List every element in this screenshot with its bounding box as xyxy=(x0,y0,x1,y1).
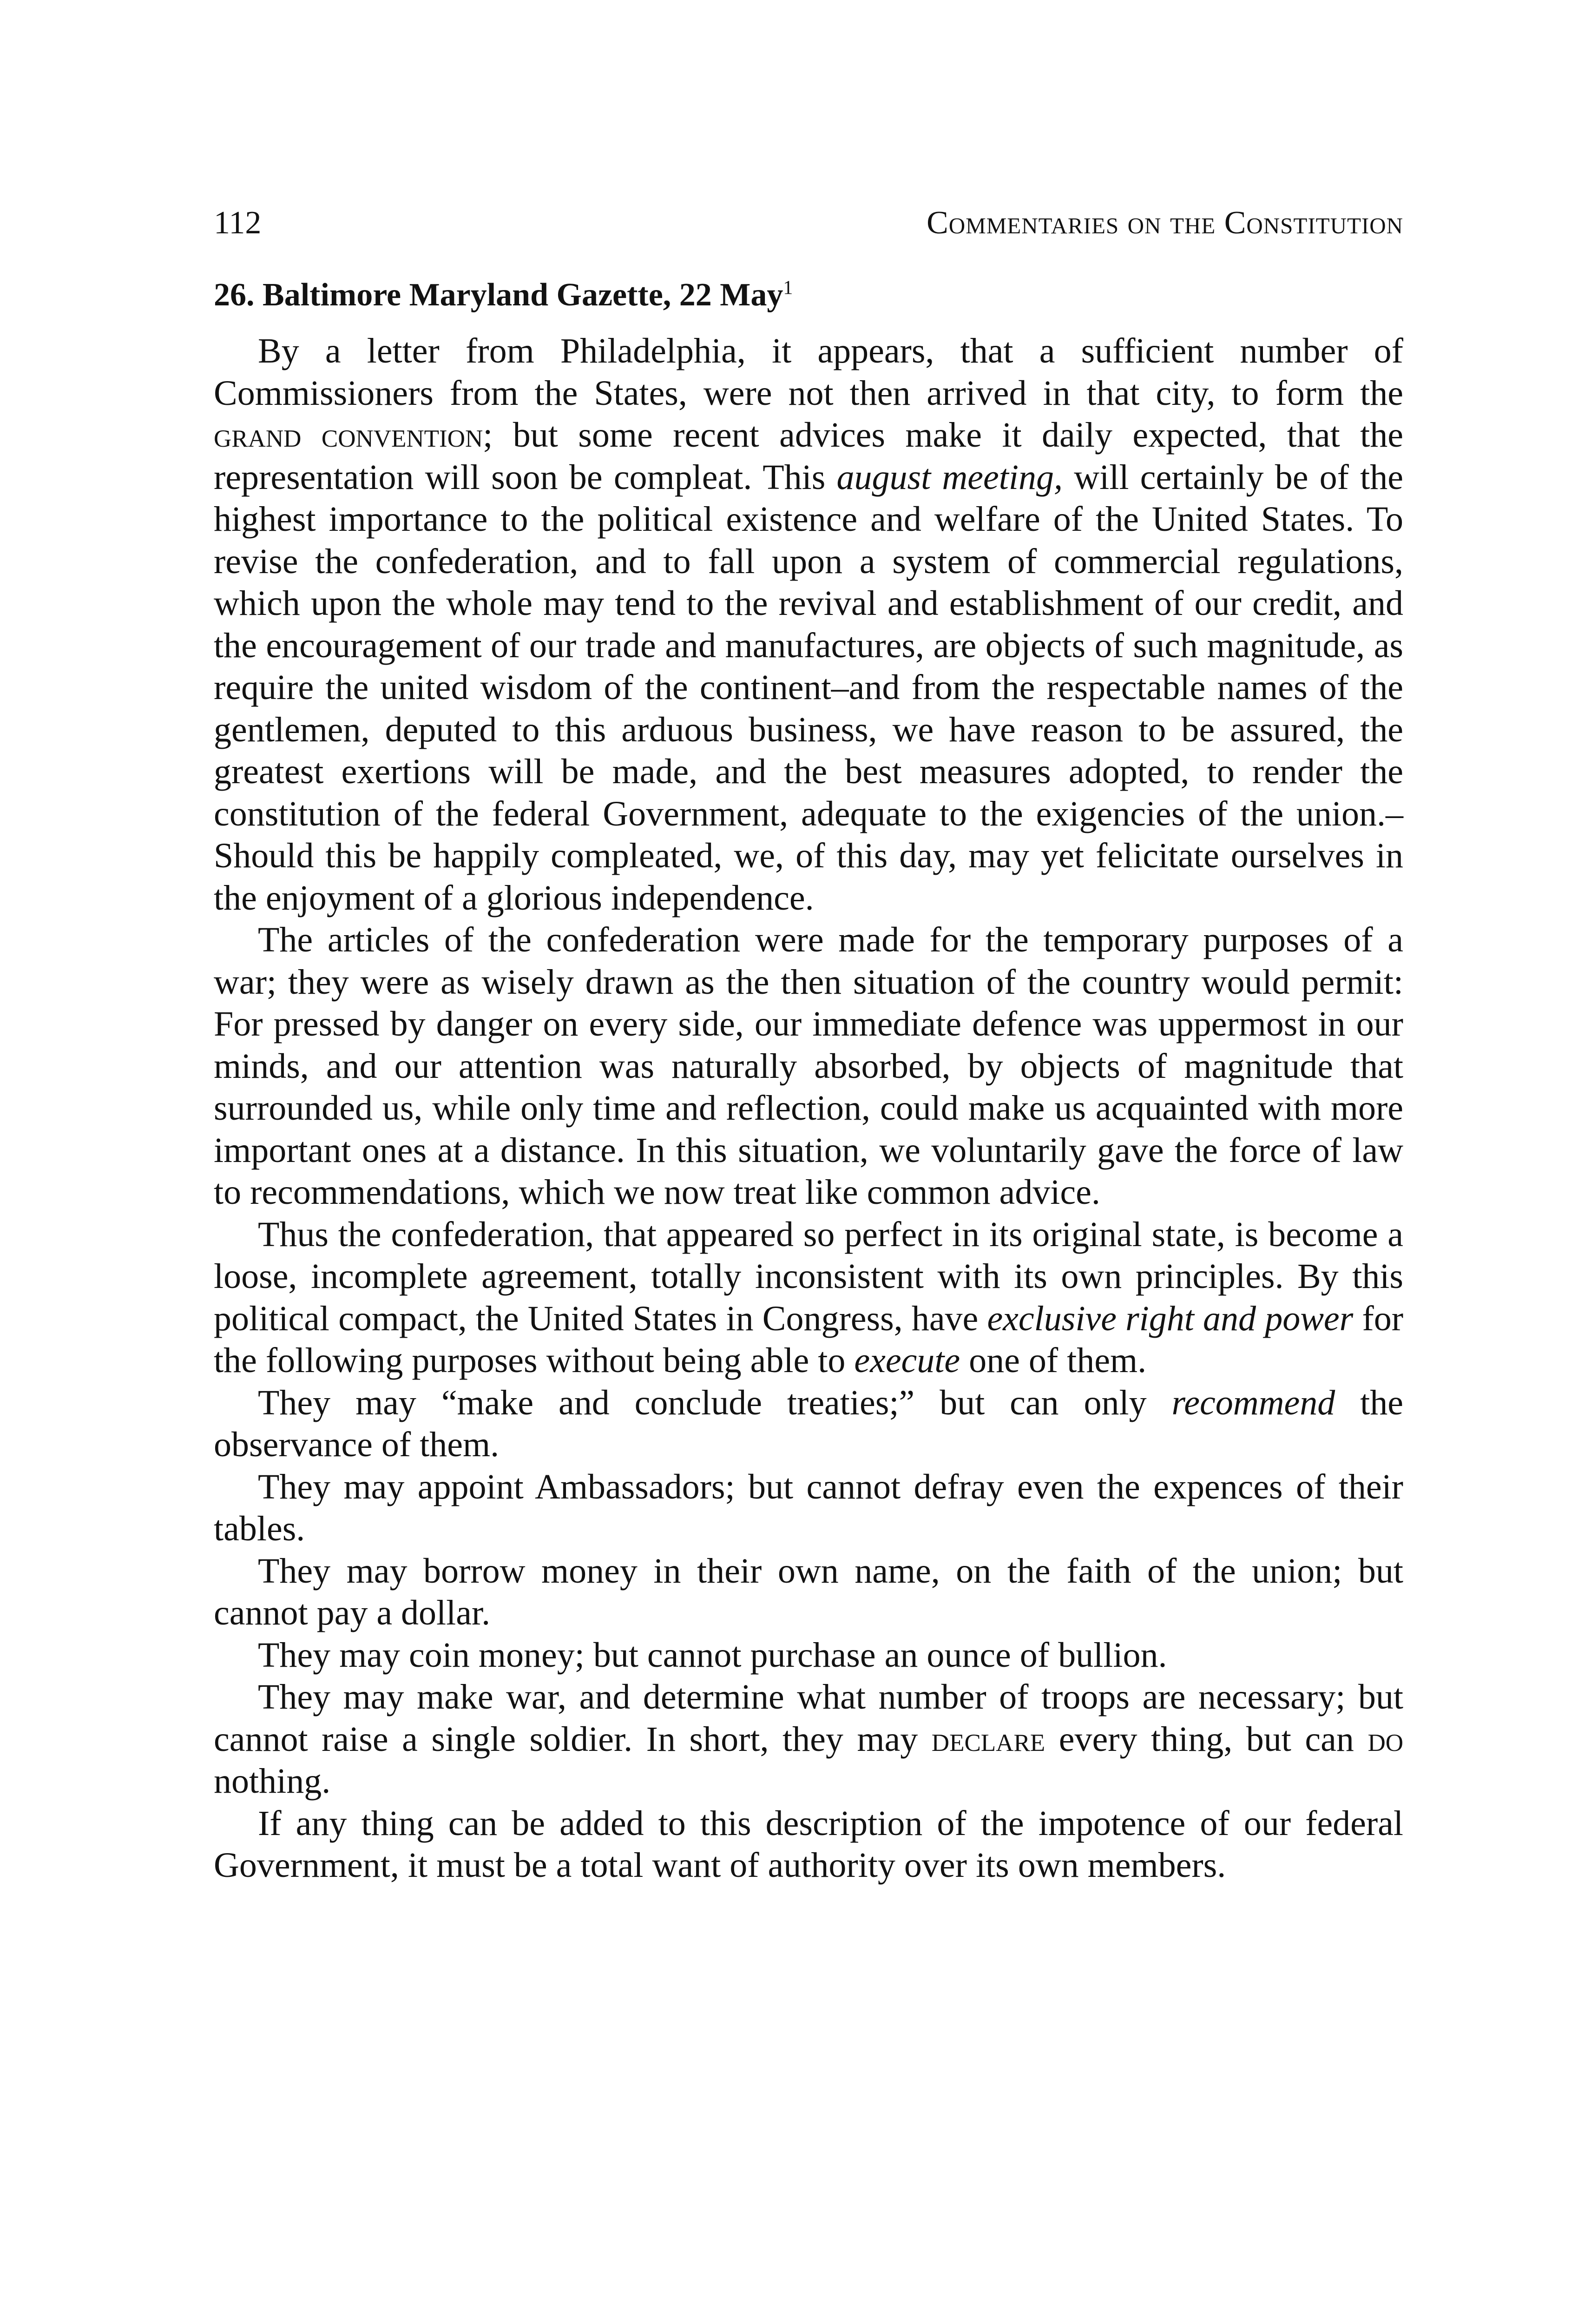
small-caps-text: grand convention xyxy=(214,416,483,455)
document-number: 26. xyxy=(214,277,255,313)
footnote-reference: 1 xyxy=(783,277,793,299)
italic-text: recommend xyxy=(1171,1383,1335,1422)
paragraph: They may coin money; but cannot purchase an ounce of bullion. xyxy=(258,1635,1167,1675)
paragraph: The articles of the confederation were made for the temporary purposes of a war; they were as wisely drawn as the then situation of the country would permit: For pressed by danger on every side, our immediate defence was uppermost in our minds, and our attention was naturally absorbed, by objects of magnitude that surrounded us, while only time and reflection, could make us acquainted with more important ones at a distance. In this situation, we voluntarily gave the force of law to recommendations, which we now treat like common advice. xyxy=(214,920,1403,1212)
document-title: Baltimore Maryland Gazette, 22 May xyxy=(263,277,783,313)
paragraph: If any thing can be added to this description of the impotence of our federal Government, it must be a total want of authority over its own members. xyxy=(214,1803,1403,1885)
small-caps-text: do xyxy=(1368,1719,1403,1759)
italic-text: execute xyxy=(854,1341,960,1380)
small-caps-text: declare xyxy=(931,1719,1045,1759)
paragraph: They may borrow money in their own name, on the faith of the union; but cannot pay a dollar. xyxy=(214,1551,1403,1632)
document-page xyxy=(214,205,1403,1887)
document-heading xyxy=(214,274,1403,316)
paragraph: By a letter from Philadelphia, it appears, that a sufficient number of Commissioners from the States, were not then arrived in that city, to form the grand convention; but some recent advices make it daily expected, that the representation will soon be compleat. This august meeting, will certainly be of the highest importance to the political existence and welfare of the United States. To revise the confederation, and to fall upon a system of commercial regulations, which upon the whole may tend to the revival and establishment of our credit, and the encouragement of our trade and manufactures, are objects of such magnitude, as require the united wisdom of the continent–and from the respectable names of the gentlemen, deputed to this arduous business, we have reason to be assured, the greatest exertions will be made, and the best measures adopted, to render the constitution of the federal Government, adequate to the exigencies of the union.–Should this be happily compleated, we, of this day, may yet felicitate ourselves in the enjoyment of a glorious independence. xyxy=(214,331,1403,918)
page-number: 112 xyxy=(214,205,262,241)
article-body xyxy=(214,330,1403,1887)
paragraph: Thus the confederation, that appeared so perfect in its original state, is become a loose, incomplete agreement, totally inconsistent with its own principles. By this political compact, the United States in Congress, have exclusive right and power for the following purposes without being able to execute one of them. xyxy=(214,1215,1403,1380)
italic-text: exclusive right and power xyxy=(987,1299,1354,1338)
paragraph: They may appoint Ambassadors; but cannot defray even the expences of their tables. xyxy=(214,1467,1403,1548)
paragraph: They may “make and conclude treaties;” but can only recommend the observance of them. xyxy=(214,1383,1403,1464)
book-title: Commentaries on the Constitution xyxy=(927,205,1403,241)
running-head xyxy=(214,205,1403,246)
italic-text: august meeting, xyxy=(836,457,1063,497)
paragraph: They may make war, and determine what number of troops are necessary; but cannot raise a single soldier. In short, they may declare every thing, but can do nothing. xyxy=(214,1677,1403,1801)
